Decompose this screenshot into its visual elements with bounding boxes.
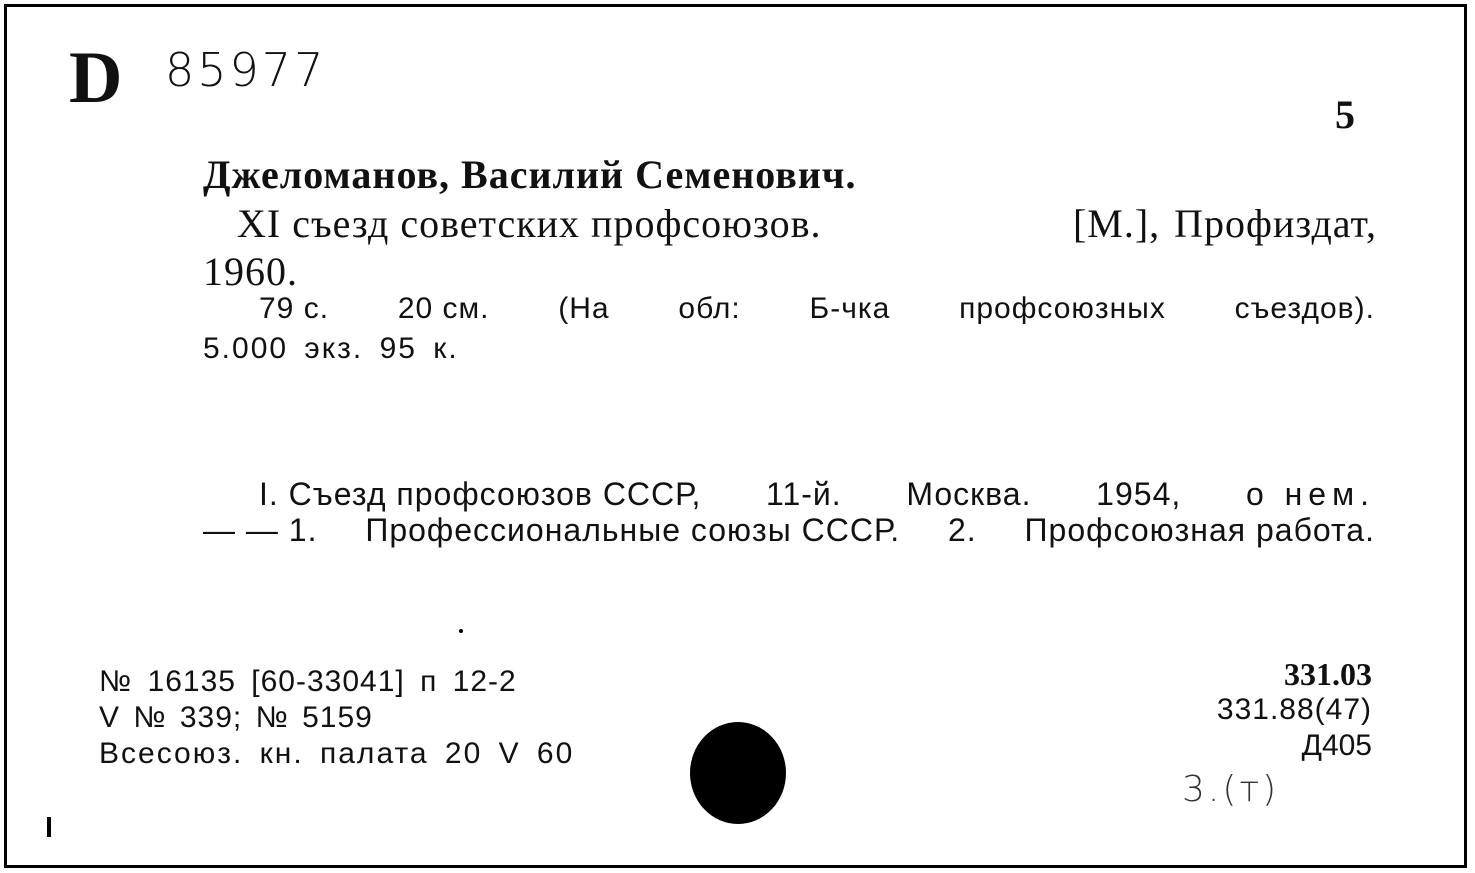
subject-line-2 bbox=[203, 513, 1375, 548]
card-number: 5 bbox=[1335, 92, 1355, 137]
registry-line-1: № 16135 [60-33041] п 12-2 bbox=[99, 665, 517, 698]
publisher: Профиздат, bbox=[1174, 201, 1377, 246]
physical-description-line bbox=[259, 292, 1375, 325]
acquisition-number: 85977 bbox=[165, 43, 327, 97]
catalog-card bbox=[4, 4, 1467, 868]
series-note-open: (На bbox=[558, 292, 610, 325]
series-note-cover: обл: bbox=[678, 292, 741, 325]
bbk-number: 331.88(47) bbox=[1216, 693, 1372, 726]
series-note-library: Б-чка bbox=[809, 292, 891, 325]
pages: 79 с. bbox=[259, 292, 330, 325]
punch-hole bbox=[690, 722, 786, 824]
author-mark: Д405 bbox=[1301, 729, 1372, 762]
subject-city: Москва. bbox=[906, 476, 1032, 512]
subject-number-2: 2. bbox=[947, 512, 977, 548]
subject-line-1 bbox=[259, 477, 1375, 512]
registry-line-3: Всесоюз. кн. палата 20 V 60 bbox=[99, 737, 575, 770]
edition-line: 5.000 экз. 95 к. bbox=[203, 332, 459, 365]
subject-congress-number: 11-й. bbox=[766, 476, 842, 512]
title-imprint-line bbox=[237, 202, 1377, 246]
subject-congress: I. Съезд профсоюзов СССР, bbox=[259, 476, 702, 512]
subject-about: о нем. bbox=[1245, 476, 1375, 512]
author-heading: Джеломанов, Василий Семенович. bbox=[203, 152, 857, 197]
speck-left bbox=[47, 817, 51, 837]
book-title: XI съезд советских профсоюзов. bbox=[237, 201, 822, 246]
subject-trade-unions: Профессиональные союзы СССР. bbox=[365, 512, 901, 548]
subject-union-work: Профсоюзная работа. bbox=[1024, 512, 1375, 548]
speck-center bbox=[459, 629, 463, 633]
size: 20 см. bbox=[397, 292, 490, 325]
publication-year: 1960. bbox=[203, 249, 298, 294]
series-note-congresses: съездов). bbox=[1234, 292, 1375, 325]
handwritten-note: 3.(т) bbox=[1182, 769, 1280, 810]
series-note-tradeunion: профсоюзных bbox=[959, 292, 1166, 325]
subject-year: 1954, bbox=[1096, 476, 1182, 512]
series-letter: D bbox=[69, 37, 123, 119]
registry-line-2: V № 339; № 5159 bbox=[99, 701, 373, 734]
publication-place: [М.], bbox=[1072, 201, 1161, 246]
udc-number: 331.03 bbox=[1284, 656, 1372, 692]
subject-dash-number: — — 1. bbox=[203, 512, 318, 548]
